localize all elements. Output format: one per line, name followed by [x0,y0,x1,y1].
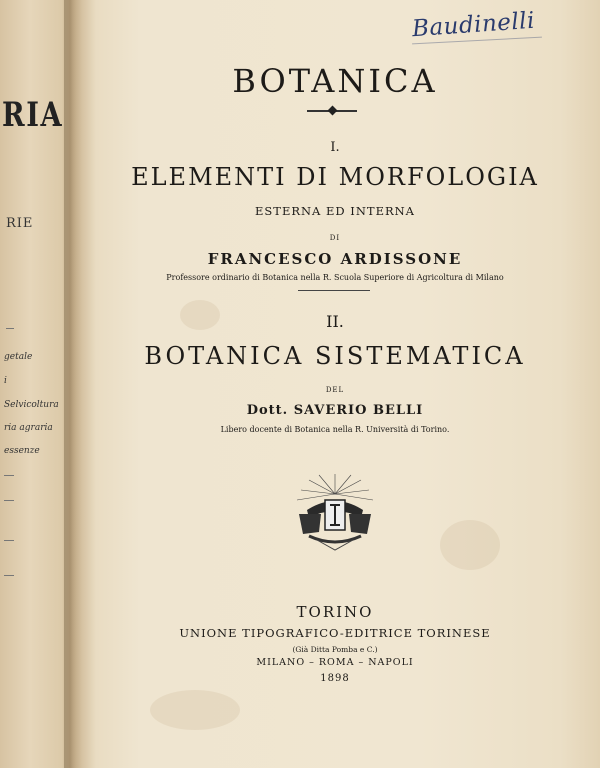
section-divider [298,290,370,291]
previous-page-mark [4,500,14,501]
title-ornament-diamond [328,106,338,116]
previous-page-mark [4,475,14,476]
previous-page-title-fragment: RIA [2,95,64,135]
publisher-former-name: (Già Ditta Pomba e C.) [292,645,378,654]
previous-page-line: Selvicoltura [4,400,59,410]
part-two-title: BOTANICA SISTEMATICA [144,342,526,370]
previous-page-fragment [0,0,64,768]
part-two-by: DEL [325,386,345,394]
previous-page-subtitle-fragment: RIE [6,216,34,231]
part-two-author-title: Dott. [246,403,289,418]
previous-page-line: ria agraria [4,423,53,433]
handwritten-signature: Baudinelli [411,7,536,43]
book-gutter [64,0,82,768]
previous-page-mark [4,540,14,541]
part-one-author: FRANCESCO ARDISSONE [207,250,463,268]
publication-city: TORINO [296,603,374,621]
part-two-numeral: II. [326,312,344,331]
part-one-title: ELEMENTI DI MORFOLOGIA [131,163,539,191]
part-two-author-name: SAVERIO BELLI [293,403,424,418]
book-title: BOTANICA [232,62,438,100]
paper-stain [150,690,240,730]
paper-stain [440,520,500,570]
part-two-affiliation: Libero docente di Botanica nella R. Università di Torino. [220,425,450,434]
part-one-affiliation: Professore ordinario di Botanica nella R. Scuola Superiore di Agricoltura di Milano [166,273,504,282]
previous-page-line: getale [4,352,33,362]
previous-page-line: i [4,376,7,386]
previous-page-line: essenze [4,446,40,456]
publication-year: 1898 [320,673,350,684]
previous-page-mark [6,328,14,329]
publisher-name: UNIONE TIPOGRAFICO-EDITRICE TORINESE [179,626,491,640]
publisher-emblem-icon [295,470,375,552]
publisher-branch-cities: MILANO – ROMA – NAPOLI [256,657,414,668]
part-one-numeral: I. [330,140,340,155]
part-one-by: DI [329,234,341,242]
part-two-author [120,403,550,418]
part-one-subtitle: ESTERNA ED INTERNA [255,204,415,218]
previous-page-mark [4,575,14,576]
